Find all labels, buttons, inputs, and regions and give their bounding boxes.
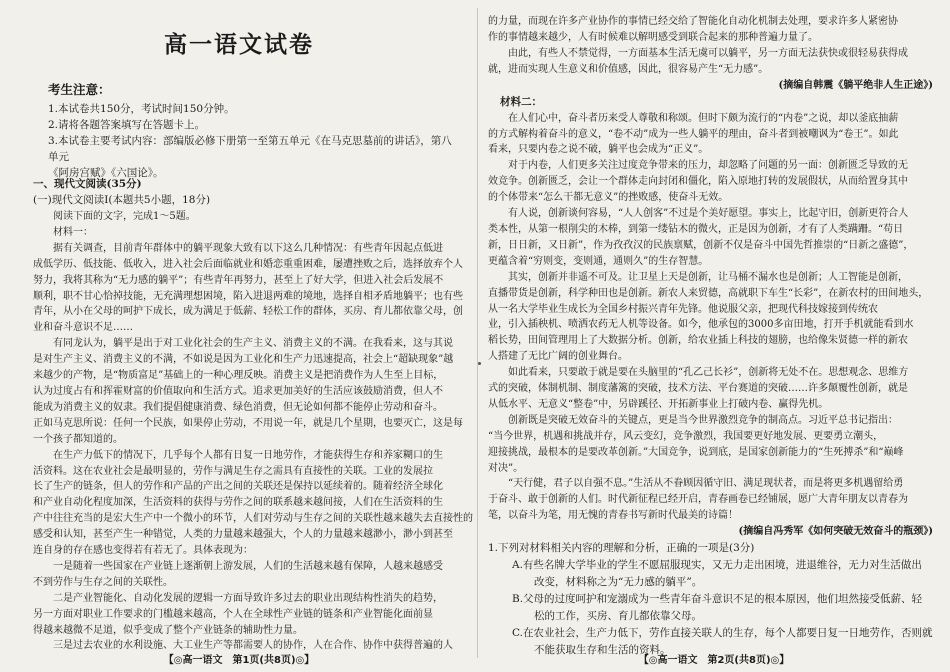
- exam-title: 高一语文试卷: [164, 32, 314, 58]
- note-item: 3.本试卷主要考试内容：部编版必修下册第一至第五单元《在马克思墓前的讲话》，第八单元: [48, 135, 452, 163]
- text-line: 的个体带来“怎么干都无意义”的挫败感，使奋斗无效。: [488, 192, 729, 204]
- text-line: 由此，有些人不禁觉得，一方面基本生活无虞可以躺平，另一方面无法获快或很轻易获得成: [508, 47, 908, 59]
- text-line: 青年，从小在父母的呵护下成长，成为满足于低薪、轻松工作的群体，买房、育儿都依靠父母，创: [33, 306, 463, 318]
- text-line: 笔，以奋斗为笔，用无愧的青春书写新时代最美的诗篇！: [488, 510, 738, 522]
- text-line: 有人说，创新谈何容易，“人人创客”不过是个美好愿望。事实上，比起守旧，创新更符合人: [508, 208, 909, 220]
- text-line: 产中往往充当的是宏大生产中一个微小的环节，人们对劳动与生存之间的关联性越来越失去直接性的: [33, 513, 473, 525]
- note-item: 《阿房宫赋》《六国论》。: [48, 167, 164, 179]
- option-B: B.父母的过度呵护和宠溺成为一些青年奋斗意识不足的根本原因，他们坦然接受低薪、轻: [512, 593, 923, 606]
- text-line: 正如马克思所说：任何一个民族，如果停止劳动，不用说一年，就是几个星期，也要灭亡，这是每: [33, 417, 463, 429]
- text-line: 据有关调查，目前青年群体中的躺平现象大致有以下这么几种情况：有些青年因起点低进: [53, 242, 443, 254]
- option-continuation: 松的工作，买房、育儿都依靠父母。: [534, 610, 702, 623]
- text-line: 直播带货是创新，科学种田也是创新。新农人来贸德，高就职下车生“长彩”，在新农村的田间地头，: [488, 287, 929, 299]
- candidate-notes: [48, 80, 458, 181]
- text-line: 于奋斗、敢于创新的人们。时代新征程已经开启，青春画卷已经铺展，愿广大青年朋友以青春为: [488, 494, 908, 506]
- text-line: 认为过度占有和挥霍财富的价值取向和生活方式。追求更加美好的生活应该鼓励消费，但人不: [33, 385, 443, 397]
- text-line: 就，进而实现人生意义和价值感，因此，很容易产生“无力感”。: [488, 63, 769, 75]
- material-1-continued: [488, 14, 933, 78]
- text-line: 迎接挑战，最根本的是要改革创新。”大国竞争，说到底，是国家创新能力的“生死搏杀”和“巅峰: [488, 446, 904, 458]
- text-line: 一个孩子都知道的。: [33, 433, 123, 445]
- text-line: 成低学历、低技能、低收入，进入社会后面临就业和婚恋重重困难，屡遭挫败之后，选择放弃个人: [33, 258, 463, 270]
- text-line: 稻长势，田间管理用上了大数据分析。创新，给农业插上科技的翅膀，也给像朱贤德一样的新农: [488, 335, 908, 347]
- text-line: 式的突破，体制机制、制度藩篱的突破，技术方法、平台赛道的突破……许多颠覆性创新，就是: [488, 383, 908, 395]
- source-citation: (摘编自冯秀军《如何突破无效奋斗的瓶颈》): [738, 526, 933, 538]
- question-1: [488, 540, 933, 659]
- material-1-text: [33, 241, 473, 655]
- notes-title: 考生注意：: [48, 82, 111, 97]
- text-line: 如此看来，只要敢于就是要在头脑里的“孔乙己长衫”，创新将无处不在。思想观念、思维方: [508, 367, 909, 379]
- text-line: 三是过去农业的水利设施、大工业生产等都需要人的协作，人在合作、协作中获得普遍的人: [53, 640, 453, 652]
- text-line: 业，引入插秧机、喷洒农药无人机等设备。如今，他承包的3000多亩田地，打开手机就能看到水: [488, 319, 914, 331]
- text-line: 长了生产的链条，但人的劳作和产品的产出之间的关联还是保持以延续着的。随着经济全球化: [33, 481, 443, 493]
- text-line: 的方式解构着奋斗的意义，“卷不动”成为一些人躺平的理由，奋斗者到被嘲讽为“卷王”。如此: [488, 128, 899, 140]
- instruction: 阅读下面的文字，完成1～5题。: [53, 211, 196, 222]
- text-line: 从一名大学毕业生成长为全国乡村振兴青年先锋。他说服父亲，把现代科技嫁接到传统农: [488, 303, 878, 315]
- text-line: 连自身的存在感也变得若有若无了。具体表现为：: [33, 545, 253, 557]
- source-citation: (摘编自韩震《躺平绝非人生正途》): [778, 79, 933, 91]
- text-line: 在人们心中，奋斗者历来受人尊敬和称颂。但时下颇为流行的“内卷”之说，却以釜底抽薪: [508, 112, 899, 124]
- text-line: 顺利，职不甘心恰掉技能，无充满理想困境，陷入进退两难的境地，选择自相矛盾地躺平；也有些: [33, 290, 463, 302]
- material-label: 材料二：: [500, 95, 542, 108]
- text-line: 是对生产主义、消费主义的不满，不如说是因为工业化和生产力迅速提高，社会上“超缺现象”越: [33, 354, 454, 366]
- text-line: 新，日日新，又日新”，作为孜孜汉的民族禀赋，创新不仅是奋斗中国先哲推崇的“日新之盛德”，: [488, 239, 914, 251]
- text-line: “当今世界，机遇和挑战并存，风云变幻，竞争激烈，我国要更好地发展、更要勇立潮头，: [488, 430, 884, 442]
- page-footer: 【◎高一语文 第2页(共8页)◎】: [638, 655, 790, 666]
- text-line: 一是随着一些国家在产业链上逐渐朝上游发展，人们的生活越来越有保障，人越来越感受: [53, 560, 443, 572]
- text-line: 更蕴含着“穷则变，变则通，通则久”的生存智慧。: [488, 255, 709, 267]
- text-line: 的力量，而现在许多产业协作的事情已经交给了智能化自动化机制去处理，要求许多人紧密协: [488, 16, 898, 27]
- text-line: 感受和认知，甚至产生一种错觉，人类的力量越来越强大，个人的力量越来越渺小，渺小到甚至: [33, 529, 453, 541]
- text-line: 创新既是突破无效奋斗的关键点，更是当今世界激烈竞争的制高点。习近平总书记指出：: [508, 414, 898, 426]
- text-line: 努力，我将其称为“无力感的躺平”；有些青年再努力，甚至上了好大学，但进入社会后发展不: [33, 274, 444, 286]
- text-line: “天行健，君子以自强不息。”生活从不眷顾因循守旧、满足现状者，而是将更多机遇留给勇: [508, 478, 904, 490]
- option-C: C.在农业社会，生产力低下，劳作直接关联人的生存，每个人都要日复一日地劳作，否则就: [512, 627, 933, 640]
- text-line: 人搭建了无比广阔的创业舞台。: [488, 351, 628, 363]
- text-line: 作的事情越来越少，人有时候难以解明感受到联合起来的那种普遍力量了。: [488, 31, 818, 43]
- text-line: 看来，只要内卷之说不破，躺平也会成为“正义”。: [488, 144, 709, 156]
- page-2: [478, 0, 950, 672]
- text-line: 另一方面对职业工作要求的门槛越来越高，个人在全球性产业链的链条和产业智能化面前显: [33, 608, 433, 620]
- option-A: A.有些名牌大学毕业的学生不愿屈服现实，又无力走出困境，进退维谷，无力对生活做出: [512, 559, 922, 572]
- text-line: 不到劳作与生存之间的关联性。: [33, 576, 173, 588]
- text-line: 对决”。: [488, 462, 524, 474]
- text-line: 从低水平、无意义“整卷”中，另辟蹊径、开拓新事业上打破内卷、赢得先机。: [488, 398, 829, 410]
- text-line: 其实，创新并非遥不可及。让卫星上天是创新，让马桶不漏水也是创新；人工智能是创新，: [508, 271, 908, 283]
- text-line: 有同龙认为，躺平是出于对工业化社会的生产主义、消费主义的不满。在我看来，这与其说: [53, 338, 453, 350]
- text-line: 业和奋斗意识不足……: [33, 322, 133, 334]
- page-footer: 【◎高一语文 第1页(共8页)◎】: [163, 655, 315, 666]
- option-continuation: 改变，材料称之为“无力感的躺平”。: [534, 576, 703, 589]
- note-item: 2.请将各题答案填写在答题卡上。: [48, 119, 206, 131]
- text-line: 来越少的产物，是“物质富足”基础上的一种心理反映。消费主义是把消费作为人生至上目标，: [33, 370, 444, 382]
- question-stem: 1.下列对材料相关内容的理解和分析，正确的一项是(3分): [488, 542, 755, 555]
- reading-continued: [488, 14, 933, 659]
- text-line: 在生产力低下的情况下，几乎每个人都有日复一日地劳作，才能获得生存和养家糊口的生: [53, 449, 443, 461]
- text-line: 得越来越微不足道，似乎变成了整个产业链条的辅助性力量。: [33, 624, 303, 636]
- text-line: 活资料。这在农业社会是最明显的，劳作与满足生存之需具有直接性的关联。工业的发展拉: [33, 465, 433, 477]
- material-label: 材料一：: [53, 226, 93, 238]
- note-item: 1.本试卷共150分，考试时间150分钟。: [48, 103, 235, 115]
- text-line: 能成为消费主义的奴隶。我们提倡健康消费、绿色消费，但无论如何都不能停止劳动和奋斗。: [33, 401, 443, 413]
- reading-section: [33, 176, 473, 654]
- text-line: 二是产业智能化、自动化发展的逻辑一方面导致许多过去的职业出现结构性消失的趋势，: [53, 592, 443, 604]
- text-line: 和产业自动化程度加深，生活资料的获得与劳作之间的联系越来越间接，人们在生活资料的生: [33, 497, 443, 509]
- material-2-text: [488, 111, 933, 525]
- subsection-heading: (一)现代文阅读Ⅰ(本题共5小题，18分): [33, 194, 211, 206]
- text-line: 对于内卷，人们更多关注过度竞争带来的压力，却忽略了问题的另一面：创新匮乏导致的无: [508, 160, 908, 172]
- section-heading: 一、现代文阅读(35分): [33, 178, 142, 190]
- option-continuation: 不能获取生存和生活的资料。: [534, 644, 671, 657]
- text-line: 效竞争。创新匮乏，会让一个群体走向封闭和僵化，陷入原地打转的发展假状，从而给置身其中: [488, 176, 908, 188]
- question-options: [488, 557, 933, 659]
- text-line: 类本性，从第一根削尖的木棒，到第一缕钻木的微火，正是因为创新，才有了人类蹒跚。“苟日: [488, 223, 904, 235]
